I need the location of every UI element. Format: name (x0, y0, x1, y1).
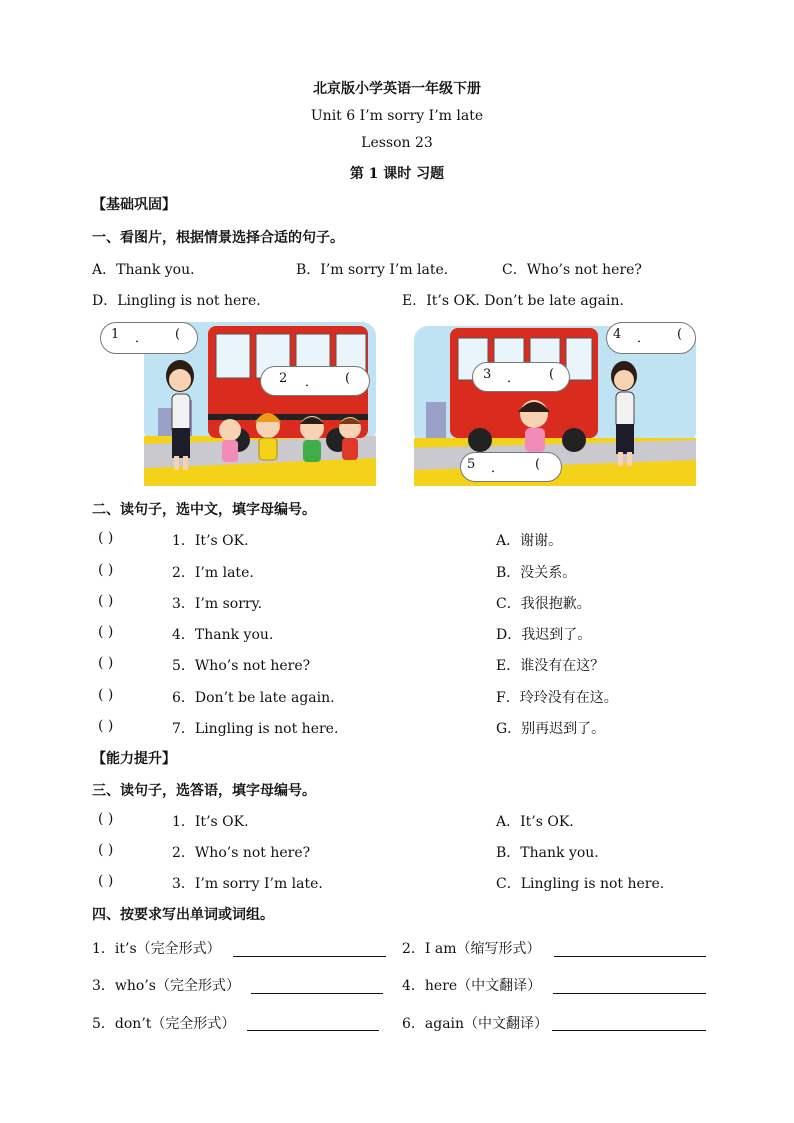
bubble-3-dot: ． (507, 371, 521, 386)
q4-item-label: 1．it’s（完全形式） (92, 941, 221, 957)
q3-choice: A．It’s OK. (496, 814, 574, 830)
bubble-4-dot: ． (637, 331, 651, 346)
bubble-2-number: 2 (279, 371, 288, 386)
bubble-5-paren: ( (535, 457, 541, 472)
bubble-1-number: 1 (111, 327, 120, 342)
q2-heading: 二、读句子，选中文，填字母编号。 (92, 502, 316, 518)
bubble-2-paren: ( (345, 371, 351, 386)
bubble-1-paren: ( (175, 327, 181, 342)
q2-sentence: 1．It’s OK. (172, 533, 249, 549)
q4-answer-line[interactable] (552, 1030, 706, 1031)
q2-sentence: 4．Thank you. (172, 627, 274, 643)
q3-answer-blank[interactable]: ( ) (98, 873, 114, 889)
period-title: 第 1 课时 习题 (349, 166, 445, 182)
scene-picture-right (410, 318, 700, 486)
q4-answer-line[interactable] (233, 956, 386, 957)
q2-choice: A．谢谢。 (496, 533, 563, 549)
q2-sentence: 7．Lingling is not here. (172, 721, 339, 737)
bubble-2-dot: ． (305, 375, 319, 390)
q1-option-b: B．I’m sorry I’m late. (296, 262, 449, 278)
section-basic: 【基础巩固】 (92, 197, 176, 213)
q4-item-label: 3．who’s（完全形式） (92, 978, 240, 994)
q3-sentence: 3．I’m sorry I’m late. (172, 876, 323, 892)
bubble-1-dot: ． (135, 331, 149, 346)
q2-answer-blank[interactable]: ( ) (98, 562, 114, 578)
bubble-4-paren: ( (677, 327, 683, 342)
scene-picture-left (98, 318, 378, 486)
speech-bubble-2 (260, 366, 370, 396)
q3-sentence: 1．It’s OK. (172, 814, 249, 830)
q3-answer-blank[interactable]: ( ) (98, 811, 114, 827)
worksheet-title: 北京版小学英语一年级下册 (313, 81, 481, 97)
q2-sentence: 6．Don’t be late again. (172, 690, 335, 706)
q2-sentence: 5．Who’s not here? (172, 658, 311, 674)
unit-title: Unit 6 I’m sorry I’m late (310, 108, 484, 124)
q1-option-d: D．Lingling is not here. (92, 293, 261, 309)
q2-choice: B．没关系。 (496, 565, 577, 581)
q3-sentence: 2．Who’s not here? (172, 845, 311, 861)
q2-choice: E．谁没有在这？ (496, 658, 605, 674)
q2-answer-blank[interactable]: ( ) (98, 655, 114, 671)
q3-choice: B．Thank you. (496, 845, 599, 861)
section-advanced: 【能力提升】 (92, 751, 176, 767)
q4-item-label: 4．here（中文翻译） (402, 978, 542, 994)
q3-answer-blank[interactable]: ( ) (98, 842, 114, 858)
q4-heading: 四、按要求写出单词或词组。 (92, 907, 274, 923)
speech-bubble-1 (100, 322, 198, 354)
q3-heading: 三、读句子，选答语，填字母编号。 (92, 783, 316, 799)
bubble-5-dot: ． (491, 461, 505, 476)
q4-item-label: 2．I am（缩写形式） (402, 941, 541, 957)
q2-sentence: 2．I’m late. (172, 565, 254, 581)
q1-option-a: A．Thank you. (92, 262, 195, 278)
q2-answer-blank[interactable]: ( ) (98, 624, 114, 640)
q2-choice: G．别再迟到了。 (496, 721, 606, 737)
q2-choice: C．我很抱歉。 (496, 596, 591, 612)
q2-choice: F．玲玲没有在这。 (496, 690, 618, 706)
bubble-3-number: 3 (483, 367, 492, 382)
q1-option-e: E．It’s OK. Don’t be late again. (402, 293, 624, 309)
q3-choice: C．Lingling is not here. (496, 876, 665, 892)
q2-choice: D．我迟到了。 (496, 627, 592, 643)
q1-option-c: C．Who’s not here? (502, 262, 642, 278)
q2-sentence: 3．I’m sorry. (172, 596, 263, 612)
bubble-5-number: 5 (467, 457, 476, 472)
q4-answer-line[interactable] (553, 993, 706, 994)
speech-bubble-4 (606, 322, 696, 354)
q4-answer-line[interactable] (554, 956, 706, 957)
speech-bubble-3 (472, 362, 570, 392)
q2-answer-blank[interactable]: ( ) (98, 593, 114, 609)
q2-answer-blank[interactable]: ( ) (98, 687, 114, 703)
q4-item-label: 5．don’t（完全形式） (92, 1016, 236, 1032)
q2-answer-blank[interactable]: ( ) (98, 718, 114, 734)
q4-answer-line[interactable] (251, 993, 383, 994)
lesson-title: Lesson 23 (361, 135, 433, 151)
q1-heading: 一、看图片，根据情景选择合适的句子。 (92, 230, 344, 246)
bubble-3-paren: ( (549, 367, 555, 382)
q4-answer-line[interactable] (247, 1030, 379, 1031)
q2-answer-blank[interactable]: ( ) (98, 530, 114, 546)
q4-item-label: 6．again（中文翻译） (402, 1016, 549, 1032)
speech-bubble-5 (460, 452, 562, 482)
bubble-4-number: 4 (613, 327, 622, 342)
